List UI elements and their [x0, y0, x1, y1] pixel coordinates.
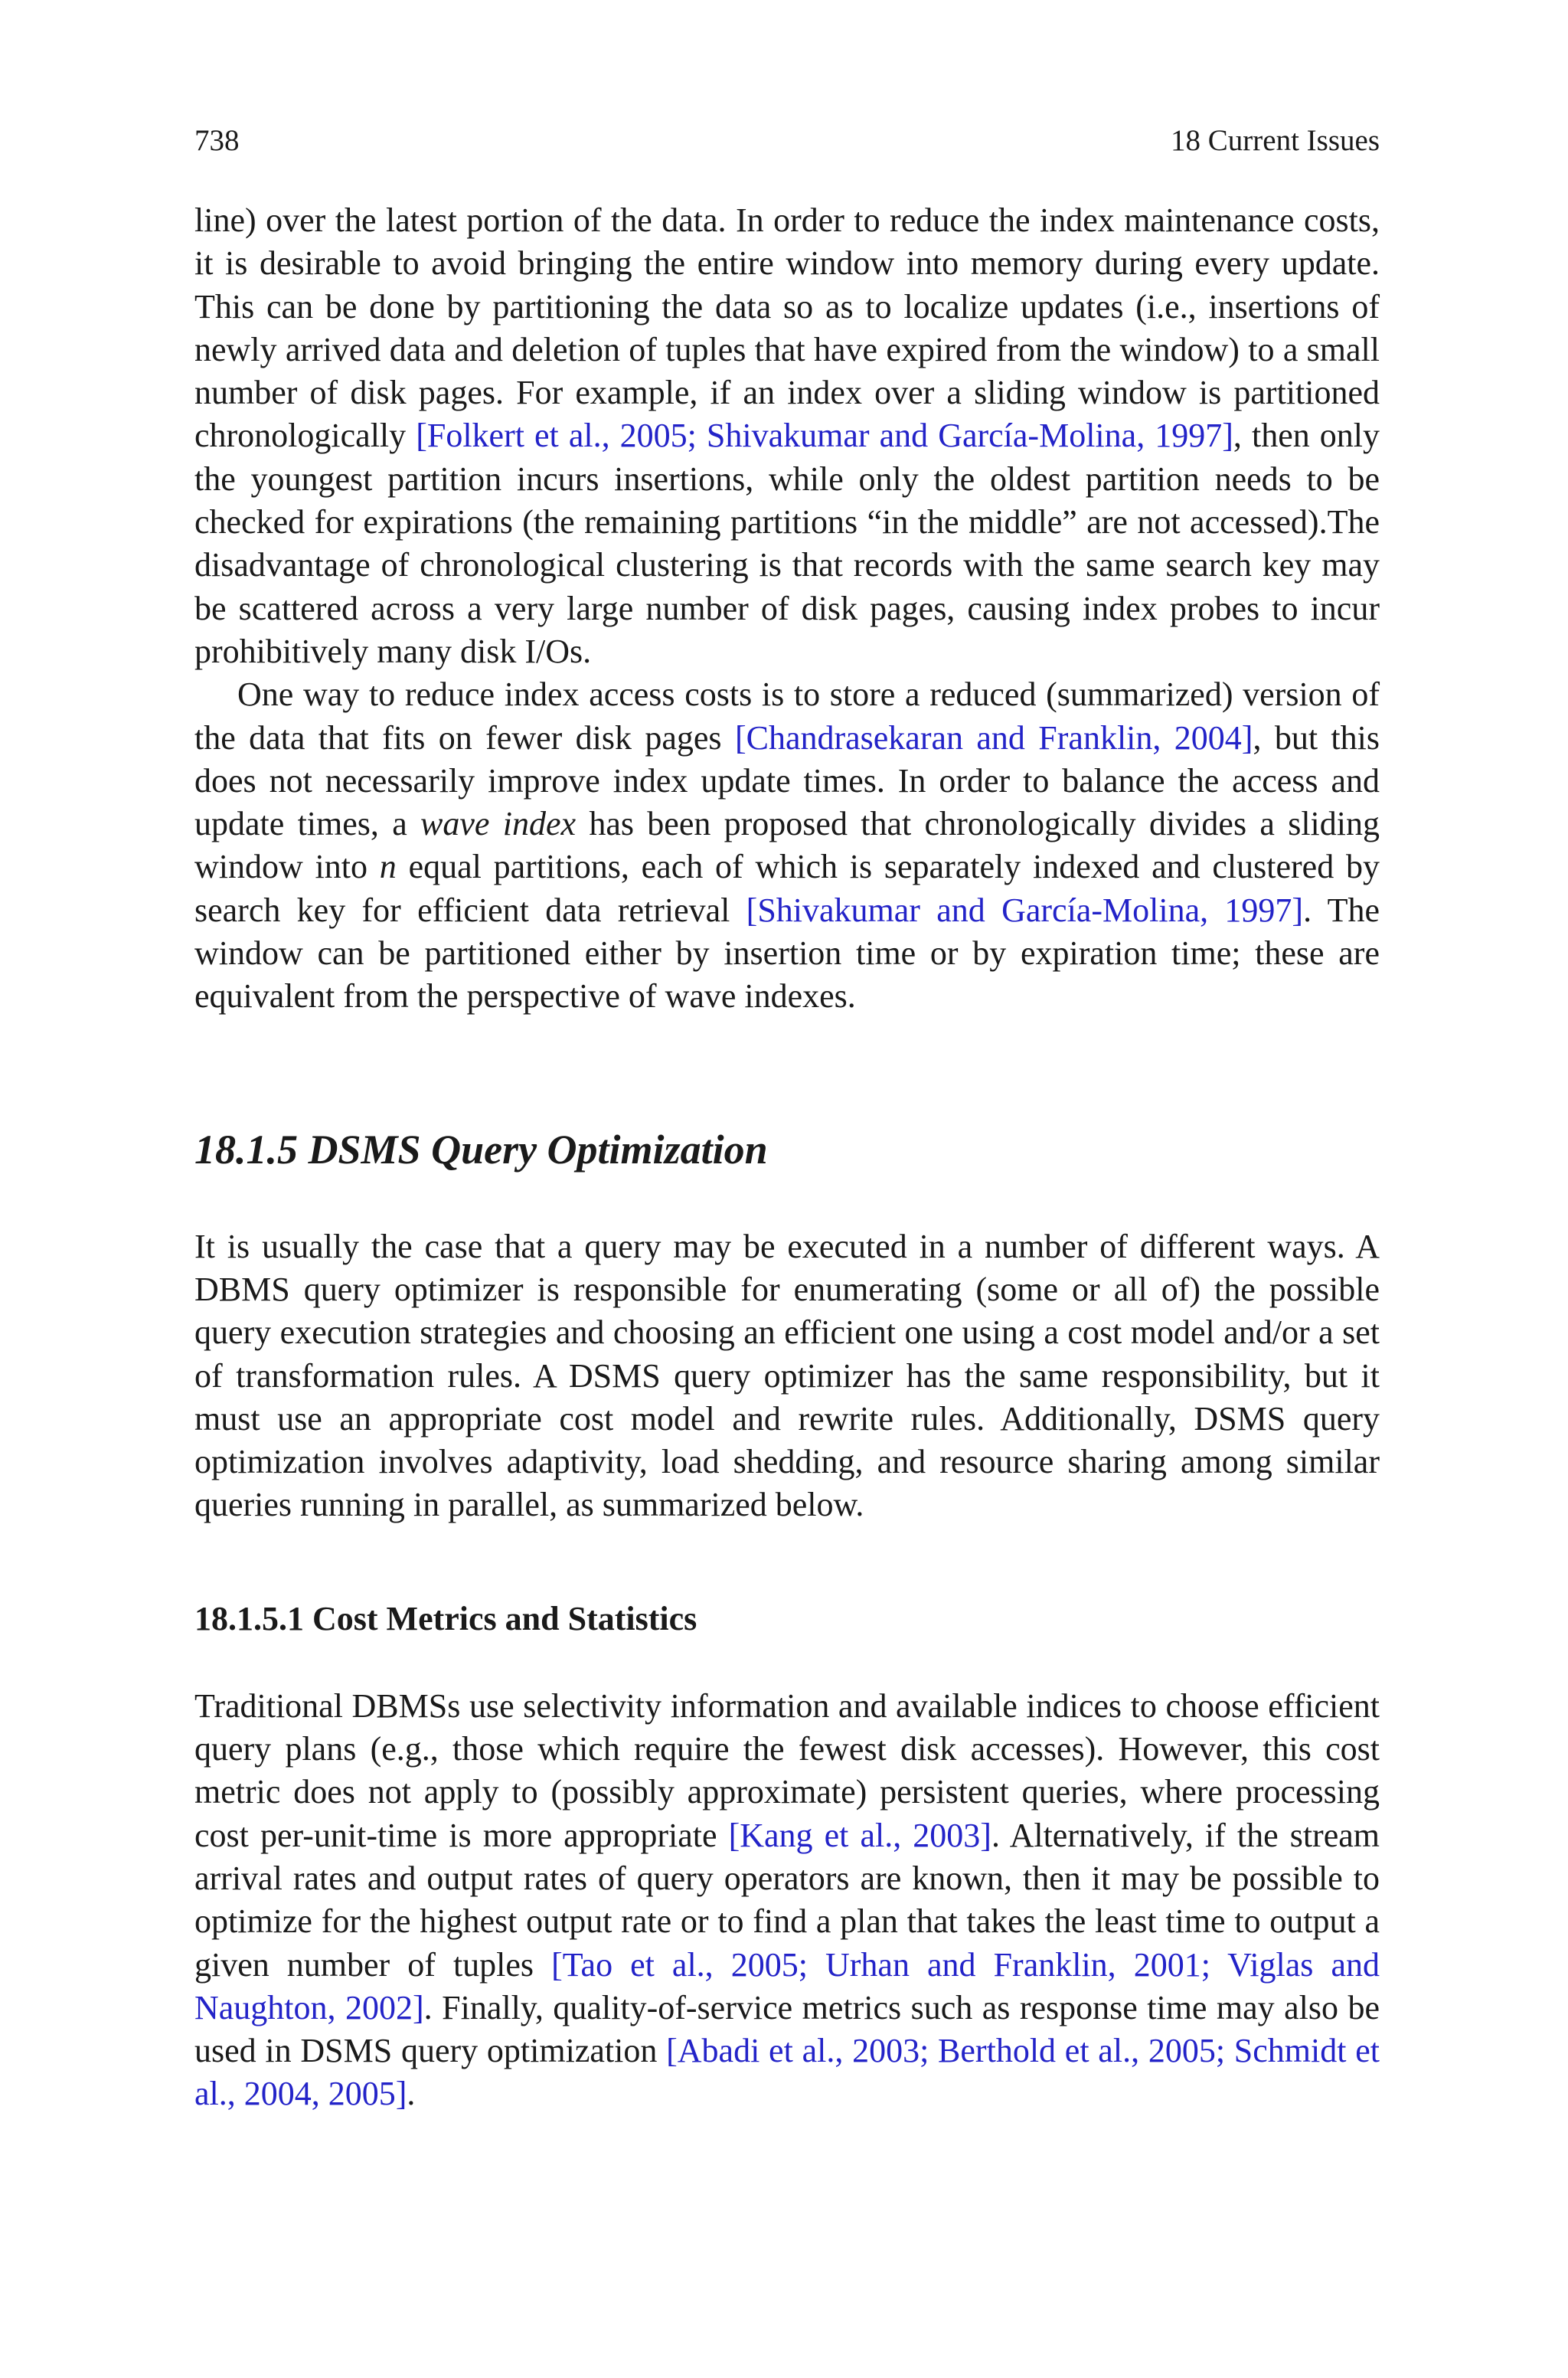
citation-kang[interactable]: [Kang et al., 2003] — [728, 1816, 991, 1854]
paragraph-cost-metrics: Traditional DBMSs use selectivity information and available indices to choose efficient query plans (e.g., those which require the fewest disk accesses). However, this cost metric does not apply to (possibly approximate) persistent queries, where processing cost per-unit-time is more appropriate [Kang et al., 2003]. Alternatively, if the stream arrival rates and output rates of query operators are known, then it may be possible to optimize for the highest output rate or to find a plan that takes the least time to output a given number of tuples [Tao et al., 2005; Urhan and Franklin, 2001; Viglas and Naughton, 2002]. Finally, quality-of-service metrics such as response time may also be used in DSMS query optimization [Abadi et al., 2003; Berthold et al., 2005; Schmidt et al., 2004, 2005]. — [194, 1686, 1380, 2113]
paragraph-index-maintenance: line) over the latest portion of the data. In order to reduce the index maintenance costs, it is desirable to avoid bringing the entire window into memory during every update. This can be done by partitioning the data so as to localize updates (i.e., insertions of newly arrived data and deletion of tuples that have expired from the window) to a small number of disk pages. For example, if an index over a sliding window is partitioned chronologically [Folkert et al., 2005; Shivakumar and García-Molina, 1997], then only the youngest partition incurs insertions, while only the oldest partition needs to be checked for expirations (the remaining partitions “in the middle” are not accessed).The disadvantage of chronological clustering is that records with the same search key may be scattered across a very large number of disk pages, causing index probes to incur prohibitively many disk I/Os. — [194, 201, 1380, 670]
section-heading: 18.1.5 DSMS Query Optimization — [194, 1126, 768, 1173]
page-number: 738 — [194, 124, 240, 157]
citation-folkert-shivakumar[interactable]: [Folkert et al., 2005; Shivakumar and García-Molina, 1997] — [416, 417, 1233, 455]
citation-tao-urhan-viglas[interactable]: [Tao et al., 2005; Urhan and Franklin, 2001; Viglas and Naughton, 2002] — [194, 1945, 1380, 2026]
citation-shivakumar-garcia-molina[interactable]: [Shivakumar and García-Molina, 1997] — [746, 891, 1304, 929]
running-head — [194, 123, 1380, 159]
chapter-title: 18 Current Issues — [1171, 124, 1380, 157]
citation-abadi-berthold-schmidt[interactable]: [Abadi et al., 2003; Berthold et al., 2005; Schmidt et al., 2004, 2005] — [194, 2032, 1380, 2113]
variable-n: n — [379, 848, 397, 886]
term-wave-index: wave index — [420, 805, 577, 843]
citation-chandrasekaran-franklin[interactable]: [Chandrasekaran and Franklin, 2004] — [734, 718, 1253, 757]
subsection-heading: 18.1.5.1 Cost Metrics and Statistics — [194, 1599, 697, 1637]
paragraph-query-optimizer: It is usually the case that a query may be executed in a number of different ways. A DBMS query optimizer is responsible for enumerating (some or all of) the possible query execution strategies and choosing an efficient one using a cost model and/or a set of transformation rules. A DSMS query optimizer has the same responsibility, but it must use an appropriate cost model and rewrite rules. Additionally, DSMS query optimization involves adaptivity, load shedding, and resource sharing among similar queries running in parallel, as summarized below. — [194, 1227, 1380, 1524]
paragraph-wave-index: One way to reduce index access costs is to store a reduced (summarized) version of the data that fits on fewer disk pages [Chandrasekaran and Franklin, 2004], but this does not necessarily improve index update times. In order to balance the access and update times, a wave index has been proposed that chronologically divides a sliding window into n equal partitions, each of which is separately indexed and clustered by search key for efficient data retrieval [Shivakumar and García-Molina, 1997]. The window can be partitioned either by insertion time or by expiration time; these are equivalent from the perspective of wave indexes. — [194, 675, 1380, 1016]
page — [194, 123, 1380, 2116]
